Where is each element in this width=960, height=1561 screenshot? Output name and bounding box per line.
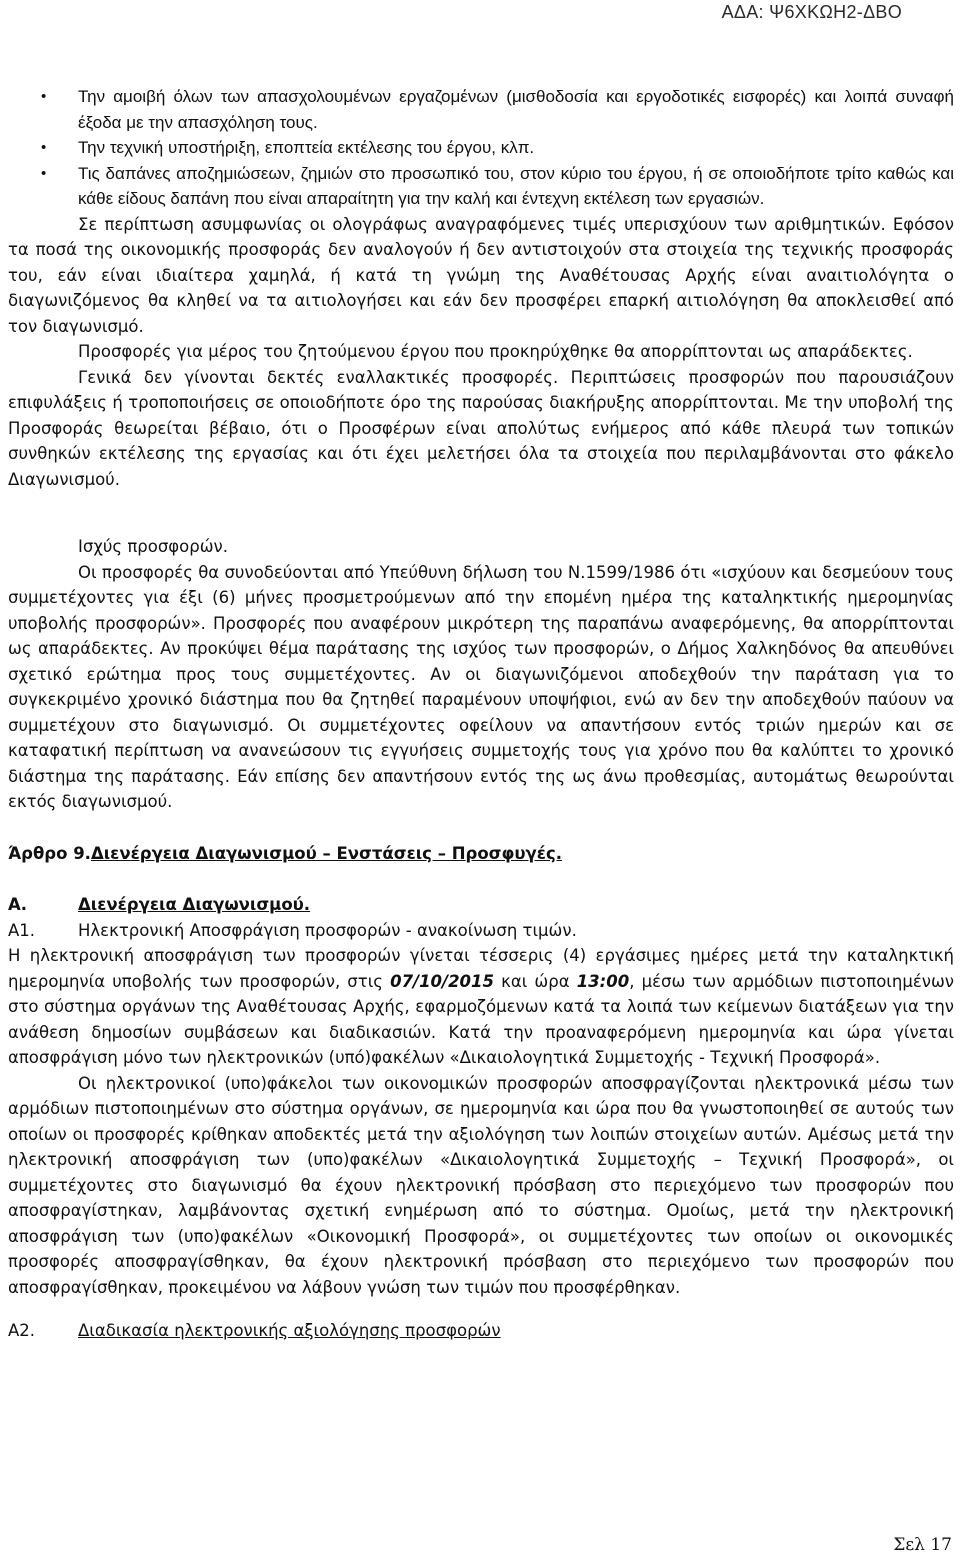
section-a2-label: Α2. [8, 1321, 36, 1340]
article-number: Άρθρο 9. [8, 843, 91, 863]
opening-time: 13:00 [576, 971, 630, 991]
section-a-heading [8, 892, 954, 918]
paragraph-alternative-offers: Γενικά δεν γίνονται δεκτές εναλλακτικές προσφορές. Περιπτώσεις προσφορών που παρουσιάζουν επιφυλάξεις ή τροποποιήσεις σε οποιοδήποτε όρο της παρούσας διακήρυξης απορρίπτονται. Με την υποβολή της Προσφοράς θεωρείται βέβαιο, ότι ο Προσφέρων είναι απολύτως ενήμερος από κάθε πλευρά των τοπικών συνθηκών εκτέλεσης της εργασίας και ότι έχει μελετήσει όλα τα στοιχεία που περιλαμβάνονται στο φάκελο Διαγωνισμού. [8, 367, 954, 489]
document-code: ΑΔΑ: Ψ6ΧΚΩΗ2-ΔΒΟ [721, 2, 902, 22]
paragraph-opening-date: Η ηλεκτρονική αποσφράγιση των προσφορών γίνεται τέσσερις (4) εργάσιμες ημέρες μετά την καταληκτική ημερομηνία υποβολής των προσφορών, στις 07/10/2015 και ώρα 13:00, μέσω των αρμόδιων πιστοποιημένων στο σύστημα οργάνων της Αναθέτουσας Αρχής, εφαρμοζόμενων κατά τα λοιπά των κείμενων διατάξεων για την ανάθεση δημοσίων συμβάσεων και διαδικασιών. Κατά την προαναφερόμενη ημερομηνία και ώρα γίνεται αποσφράγιση μόνο των ηλεκτρονικών (υπό)φακέλων «Δικαιολογητικά Συμμετοχής - Τεχνική Προσφορά». [8, 946, 954, 1067]
section-a2-title: Διαδικασία ηλεκτρονικής αξιολόγησης προσφορών [78, 1321, 501, 1340]
opening-date: 07/10/2015 [390, 971, 494, 991]
page-number: Σελ 17 [893, 1535, 952, 1555]
section-a-label: Α. [8, 895, 28, 914]
validity-heading: Ισχύς προσφορών. [78, 537, 229, 556]
section-a-title: Διενέργεια Διαγωνισμού. [78, 895, 311, 914]
section-a1-title: Ηλεκτρονική Αποσφράγιση προσφορών - ανακοίνωση τιμών. [78, 920, 577, 940]
list-item: • Την τεχνική υποστήριξη, εποπτεία εκτέλεσης του έργου, κλπ. [78, 135, 954, 161]
list-item: • Την αμοιβή όλων των απασχολουμένων εργαζομένων (μισθοδοσία και εργοδοτικές εισφορές) και λοιπά συναφή έξοδα με την απασχόληση τους. [78, 84, 954, 135]
article-title: Διενέργεια Διαγωνισμού – Ενστάσεις – Προσφυγές. [90, 843, 563, 863]
paragraph-validity: Οι προσφορές θα συνοδεύονται από Υπεύθυνη δήλωση του Ν.1599/1986 ότι «ισχύουν και δεσμεύουν τους συμμετέχοντες για έξι (6) μήνες προσμετρούμενων από την επομένη ημέρα της καταληκτικής ημερομηνίας υποβολής προσφορών». Προσφορές που αναφέρουν μικρότερη της παραπάνω αναφερόμενης, θα απορρίπτονται ως απαράδεκτες. Αν προκύψει θέμα παράτασης της ισχύος των προσφορών, ο Δήμος Χαλκηδόνος θα απευθύνει σχετικό ερώτημα προς τους συμμετέχοντες. Αν οι διαγωνιζόμενοι αποδεχθούν την παράταση για το συγκεκριμένο χρονικό διάστημα που θα ζητηθεί παραμένουν υποψήφιοι, ενώ αν δεν την αποδεχθούν παύουν να συμμετέχουν στο διαγωνισμό. Οι συμμετέχοντες οφείλουν να απαντήσουν εντός τριών ημερών και σε καταφατική περίπτωση να ανανεώσουν τις εγγυήσεις συμμετοχής τους για χρόνο που θα καλύπτει το χρονικό διάστημα της παράτασης. Εάν επίσης δεν απαντήσουν εντός της ως άνω προθεσμίας, αυτομάτως θεωρούνται εκτός διαγωνισμού. [8, 562, 954, 811]
paragraph-financial-unsealing: Οι ηλεκτρονικοί (υπο)φάκελοι των οικονομικών προσφορών αποσφραγίζονται ηλεκτρονικά μέσω των αρμόδιων πιστοποιημένων στο σύστημα οργάνων, σε ημερομηνία και ώρα που θα γνωστοποιηθεί σε αυτούς των οποίων οι προσφορές κρίθηκαν αποδεκτές μετά την αξιολόγηση των λοιπών στοιχείων αυτών. Αμέσως μετά την ηλεκτρονική αποσφράγιση των (υπο)φακέλων «Δικαιολογητικά Συμμετοχής – Τεχνική Προσφορά», οι συμμετέχοντες στο διαγωνισμό θα έχουν ηλεκτρονική πρόσβαση στο περιεχόμενο των προσφορών που αποσφραγίστηκαν, λαμβάνοντας σχετική ενημέρωση από το σύστημα. Ομοίως, μετά την ηλεκτρονική αποσφράγιση των (υπο)φακέλων «Οικονομική Προσφορά», οι συμμετέχοντες των οποίων οι οικονομικές προσφορές αποσφραγίσθηκαν, θα έχουν ηλεκτρονική πρόσβαση στο περιεχόμενο των προσφορών που αποσφραγίσθηκαν, προκειμένου να λάβουν γνώση των τιμών που προσφέρθηκαν. [8, 1073, 954, 1297]
article-heading [8, 841, 954, 867]
section-a1-label: Α1. [8, 920, 36, 940]
paragraph-partial-offers: Προσφορές για μέρος του ζητούμενου έργου που προκηρύχθηκε θα απορρίπτονται ως απαράδεκτες. [78, 342, 913, 361]
section-a1-heading [8, 918, 954, 944]
cost-items-list [8, 84, 954, 212]
document-body [8, 84, 954, 1344]
list-item: • Τις δαπάνες αποζημιώσεων, ζημιών στο προσωπικό του, στον κύριο του έργου, ή σε οποιοδήποτε τρίτο καθώς και κάθε είδους δαπάνη που είναι απαραίτητη για την καλή και έντεχνη εκτέλεση των εργασιών. [78, 161, 954, 212]
section-a2-heading [8, 1318, 954, 1344]
paragraph-price-discrepancy: Σε περίπτωση ασυμφωνίας οι ολογράφως αναγραφόμενες τιμές υπερισχύουν των αριθμητικών. Εφόσον τα ποσά της οικονομικής προσφοράς δεν αναλογούν ή δεν αντιστοιχούν στα στοιχεία της τεχνικής προσφοράς του, εάν είναι ιδιαίτερα χαμηλά, ή κατά τη γνώμη της Αναθέτουσας Αρχής είναι αναιτιολόγητα ο διαγωνιζόμενος θα κληθεί να τα αιτιολογήσει και εάν δεν προσφέρει επαρκή αιτιολόγηση θα αποκλεισθεί από τον διαγωνισμό. [8, 214, 954, 336]
